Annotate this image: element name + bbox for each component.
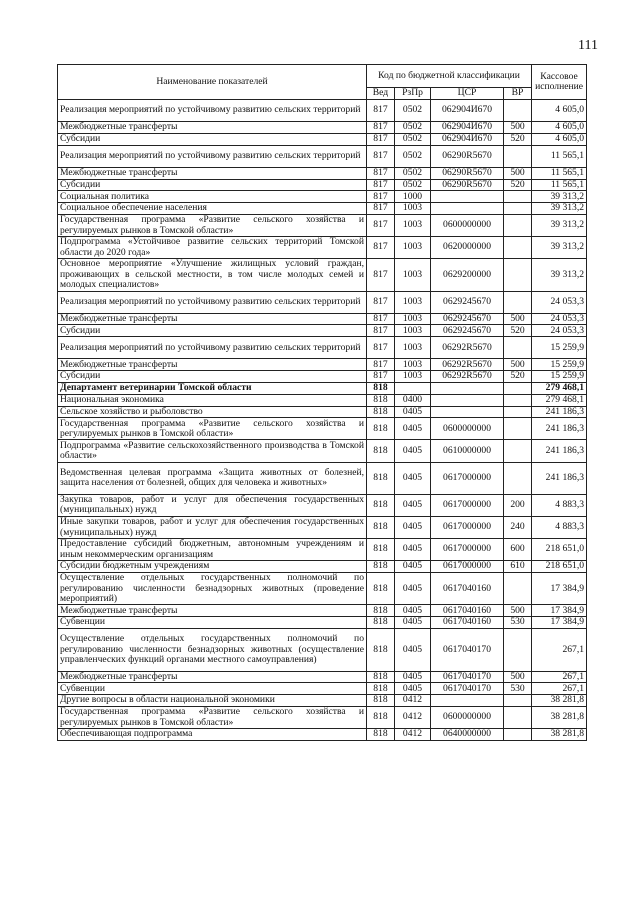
row-vr bbox=[504, 382, 532, 394]
table-row bbox=[58, 191, 587, 203]
table-row bbox=[58, 440, 587, 462]
row-razdel: 1003 bbox=[395, 337, 431, 359]
row-vedomstvo: 817 bbox=[367, 133, 395, 145]
row-vedomstvo: 817 bbox=[367, 145, 395, 167]
row-csr: 0617040170 bbox=[431, 683, 504, 695]
row-vedomstvo: 817 bbox=[367, 237, 395, 259]
row-name: Субсидии bbox=[58, 325, 367, 337]
row-vedomstvo: 818 bbox=[367, 729, 395, 741]
table-row bbox=[58, 572, 587, 604]
row-amount: 279 468,1 bbox=[532, 394, 587, 406]
row-vedomstvo: 817 bbox=[367, 191, 395, 203]
row-amount: 39 313,2 bbox=[532, 214, 587, 236]
row-vr: 530 bbox=[504, 617, 532, 629]
row-csr: 0620000000 bbox=[431, 237, 504, 259]
row-name: Социальная политика bbox=[58, 191, 367, 203]
row-csr bbox=[431, 394, 504, 406]
row-razdel: 0405 bbox=[395, 440, 431, 462]
row-vr: 520 bbox=[504, 325, 532, 337]
row-vr: 500 bbox=[504, 313, 532, 325]
row-vedomstvo: 818 bbox=[367, 440, 395, 462]
table-row bbox=[58, 605, 587, 617]
header-amount: Кассовое исполнение bbox=[532, 65, 587, 100]
row-amount: 17 384,9 bbox=[532, 605, 587, 617]
row-csr: 0629245670 bbox=[431, 325, 504, 337]
table-row bbox=[58, 628, 587, 671]
header-code-group: Код по бюджетной классификации bbox=[367, 65, 532, 88]
row-razdel: 0405 bbox=[395, 617, 431, 629]
row-csr: 06290R5670 bbox=[431, 145, 504, 167]
header-csr: ЦСР bbox=[431, 88, 504, 100]
row-razdel: 0502 bbox=[395, 145, 431, 167]
row-vr: 610 bbox=[504, 561, 532, 573]
row-csr bbox=[431, 382, 504, 394]
row-vr: 240 bbox=[504, 516, 532, 538]
row-vr: 500 bbox=[504, 359, 532, 371]
table-row bbox=[58, 671, 587, 683]
row-name: Предоставление субсидий бюджетным, автономным учреждениям и иным некоммерческим организациям bbox=[58, 539, 367, 561]
table-row bbox=[58, 371, 587, 383]
row-vedomstvo: 818 bbox=[367, 462, 395, 494]
table-row bbox=[58, 707, 587, 729]
table-row bbox=[58, 291, 587, 313]
row-amount: 17 384,9 bbox=[532, 617, 587, 629]
budget-table bbox=[57, 64, 587, 741]
row-vedomstvo: 817 bbox=[367, 214, 395, 236]
row-vedomstvo: 818 bbox=[367, 695, 395, 707]
row-amount: 39 313,2 bbox=[532, 203, 587, 215]
row-name: Межбюджетные трансферты bbox=[58, 122, 367, 134]
row-name: Другие вопросы в области национальной экономики bbox=[58, 695, 367, 707]
row-razdel bbox=[395, 382, 431, 394]
table-row bbox=[58, 133, 587, 145]
row-csr: 0617040160 bbox=[431, 605, 504, 617]
row-amount: 218 651,0 bbox=[532, 561, 587, 573]
row-csr bbox=[431, 406, 504, 418]
table-header bbox=[58, 65, 587, 100]
row-amount: 24 053,3 bbox=[532, 325, 587, 337]
row-vr: 520 bbox=[504, 371, 532, 383]
row-name: Межбюджетные трансферты bbox=[58, 313, 367, 325]
row-amount: 4 605,0 bbox=[532, 133, 587, 145]
row-vedomstvo: 818 bbox=[367, 605, 395, 617]
row-amount: 11 565,1 bbox=[532, 145, 587, 167]
row-amount: 15 259,9 bbox=[532, 337, 587, 359]
row-razdel: 1003 bbox=[395, 325, 431, 337]
row-razdel: 0412 bbox=[395, 729, 431, 741]
row-csr: 06290R5670 bbox=[431, 179, 504, 191]
table-row bbox=[58, 359, 587, 371]
page-number: 111 bbox=[578, 38, 598, 53]
row-amount: 39 313,2 bbox=[532, 237, 587, 259]
row-vr bbox=[504, 707, 532, 729]
row-vedomstvo: 818 bbox=[367, 572, 395, 604]
row-amount: 4 883,3 bbox=[532, 516, 587, 538]
table-row bbox=[58, 394, 587, 406]
row-csr: 062904И670 bbox=[431, 122, 504, 134]
table-row bbox=[58, 179, 587, 191]
row-csr: 0617000000 bbox=[431, 462, 504, 494]
row-vedomstvo: 817 bbox=[367, 179, 395, 191]
row-vedomstvo: 818 bbox=[367, 628, 395, 671]
row-vedomstvo: 818 bbox=[367, 418, 395, 440]
row-vr: 200 bbox=[504, 494, 532, 516]
table-row bbox=[58, 259, 587, 291]
row-name: Государственная программа «Развитие сельского хозяйства и регулируемых рынков в Томской области» bbox=[58, 214, 367, 236]
row-vr bbox=[504, 406, 532, 418]
row-name: Межбюджетные трансферты bbox=[58, 167, 367, 179]
row-razdel: 0502 bbox=[395, 179, 431, 191]
row-name: Субсидии bbox=[58, 179, 367, 191]
row-razdel: 0405 bbox=[395, 628, 431, 671]
row-csr: 0617040160 bbox=[431, 572, 504, 604]
table-row bbox=[58, 237, 587, 259]
row-amount: 39 313,2 bbox=[532, 191, 587, 203]
row-name: Закупка товаров, работ и услуг для обеспечения государственных (муниципальных) нужд bbox=[58, 494, 367, 516]
table-row bbox=[58, 122, 587, 134]
table-row bbox=[58, 617, 587, 629]
row-vedomstvo: 818 bbox=[367, 539, 395, 561]
table-row bbox=[58, 406, 587, 418]
row-csr bbox=[431, 695, 504, 707]
row-amount: 39 313,2 bbox=[532, 259, 587, 291]
table-row bbox=[58, 561, 587, 573]
row-csr: 0617000000 bbox=[431, 561, 504, 573]
row-csr: 062904И670 bbox=[431, 100, 504, 122]
row-csr: 0610000000 bbox=[431, 440, 504, 462]
row-vedomstvo: 817 bbox=[367, 325, 395, 337]
row-csr bbox=[431, 191, 504, 203]
table-row bbox=[58, 516, 587, 538]
row-csr: 0617040170 bbox=[431, 628, 504, 671]
row-vedomstvo: 818 bbox=[367, 516, 395, 538]
row-amount: 241 186,3 bbox=[532, 418, 587, 440]
row-vedomstvo: 817 bbox=[367, 100, 395, 122]
row-name: Ведомственная целевая программа «Защита животных от болезней, защита населения от болезней, общих для человека и животных» bbox=[58, 462, 367, 494]
row-vedomstvo: 817 bbox=[367, 167, 395, 179]
row-name: Субвенции bbox=[58, 683, 367, 695]
row-vr bbox=[504, 394, 532, 406]
row-razdel: 0502 bbox=[395, 167, 431, 179]
row-amount: 38 281,8 bbox=[532, 695, 587, 707]
row-amount: 15 259,9 bbox=[532, 359, 587, 371]
row-csr: 0600000000 bbox=[431, 214, 504, 236]
row-razdel: 1003 bbox=[395, 359, 431, 371]
row-vr: 500 bbox=[504, 122, 532, 134]
table-row bbox=[58, 494, 587, 516]
row-amount: 24 053,3 bbox=[532, 313, 587, 325]
row-amount: 15 259,9 bbox=[532, 371, 587, 383]
row-amount: 17 384,9 bbox=[532, 572, 587, 604]
row-razdel: 1003 bbox=[395, 291, 431, 313]
header-name: Наименование показателей bbox=[58, 65, 367, 100]
row-name: Межбюджетные трансферты bbox=[58, 359, 367, 371]
row-razdel: 0405 bbox=[395, 539, 431, 561]
row-vr: 500 bbox=[504, 671, 532, 683]
row-razdel: 0405 bbox=[395, 406, 431, 418]
row-razdel: 0405 bbox=[395, 494, 431, 516]
row-amount: 4 883,3 bbox=[532, 494, 587, 516]
row-razdel: 0405 bbox=[395, 683, 431, 695]
row-razdel: 1003 bbox=[395, 259, 431, 291]
row-vr bbox=[504, 100, 532, 122]
row-vr bbox=[504, 191, 532, 203]
row-vr bbox=[504, 291, 532, 313]
table-row bbox=[58, 313, 587, 325]
row-razdel: 1003 bbox=[395, 371, 431, 383]
row-csr: 0617000000 bbox=[431, 494, 504, 516]
row-csr: 062904И670 bbox=[431, 133, 504, 145]
row-vedomstvo: 818 bbox=[367, 494, 395, 516]
row-vr: 520 bbox=[504, 133, 532, 145]
row-razdel: 0502 bbox=[395, 133, 431, 145]
row-vr bbox=[504, 214, 532, 236]
row-vr bbox=[504, 337, 532, 359]
row-vr bbox=[504, 259, 532, 291]
row-name: Подпрограмма «Устойчивое развитие сельских территорий Томской области до 2020 года» bbox=[58, 237, 367, 259]
row-razdel: 1003 bbox=[395, 203, 431, 215]
table-row bbox=[58, 382, 587, 394]
row-razdel: 0400 bbox=[395, 394, 431, 406]
table-row bbox=[58, 539, 587, 561]
row-name: Обеспечивающая подпрограмма bbox=[58, 729, 367, 741]
row-csr: 0617000000 bbox=[431, 516, 504, 538]
row-vedomstvo: 818 bbox=[367, 671, 395, 683]
header-vedomstvo: Вед bbox=[367, 88, 395, 100]
row-razdel: 0502 bbox=[395, 122, 431, 134]
row-csr: 0600000000 bbox=[431, 418, 504, 440]
row-vr: 600 bbox=[504, 539, 532, 561]
table-row bbox=[58, 145, 587, 167]
row-csr: 06292R5670 bbox=[431, 371, 504, 383]
row-amount: 4 605,0 bbox=[532, 122, 587, 134]
row-vedomstvo: 817 bbox=[367, 291, 395, 313]
row-csr: 06292R5670 bbox=[431, 337, 504, 359]
row-vr bbox=[504, 572, 532, 604]
row-name: Государственная программа «Развитие сельского хозяйства и регулируемых рынков в Томской области» bbox=[58, 418, 367, 440]
row-name: Департамент ветеринарии Томской области bbox=[58, 382, 367, 394]
row-name: Субсидии bbox=[58, 371, 367, 383]
row-amount: 267,1 bbox=[532, 683, 587, 695]
row-razdel: 0405 bbox=[395, 418, 431, 440]
row-vr bbox=[504, 418, 532, 440]
row-amount: 38 281,8 bbox=[532, 729, 587, 741]
row-name: Социальное обеспечение населения bbox=[58, 203, 367, 215]
row-vedomstvo: 817 bbox=[367, 313, 395, 325]
row-razdel: 0405 bbox=[395, 462, 431, 494]
row-csr bbox=[431, 203, 504, 215]
table-row bbox=[58, 337, 587, 359]
table-row bbox=[58, 418, 587, 440]
row-vr: 530 bbox=[504, 683, 532, 695]
table-row bbox=[58, 695, 587, 707]
table-row bbox=[58, 214, 587, 236]
row-name: Иные закупки товаров, работ и услуг для обеспечения государственных (муниципальных) нужд bbox=[58, 516, 367, 538]
row-name: Субсидии bbox=[58, 133, 367, 145]
row-vr bbox=[504, 145, 532, 167]
row-vedomstvo: 817 bbox=[367, 203, 395, 215]
row-csr: 0600000000 bbox=[431, 707, 504, 729]
row-csr: 0640000000 bbox=[431, 729, 504, 741]
row-amount: 279 468,1 bbox=[532, 382, 587, 394]
row-name: Осуществление отдельных государственных полномочий по регулированию численности безнадзорных животных (проведение мероприятий) bbox=[58, 572, 367, 604]
row-vr bbox=[504, 440, 532, 462]
row-vedomstvo: 817 bbox=[367, 359, 395, 371]
row-vr bbox=[504, 729, 532, 741]
row-amount: 241 186,3 bbox=[532, 440, 587, 462]
row-amount: 241 186,3 bbox=[532, 462, 587, 494]
row-razdel: 0412 bbox=[395, 707, 431, 729]
table-body bbox=[58, 100, 587, 741]
row-csr: 0617040170 bbox=[431, 671, 504, 683]
row-vr bbox=[504, 628, 532, 671]
row-amount: 38 281,8 bbox=[532, 707, 587, 729]
row-amount: 218 651,0 bbox=[532, 539, 587, 561]
row-name: Межбюджетные трансферты bbox=[58, 605, 367, 617]
row-amount: 4 605,0 bbox=[532, 100, 587, 122]
row-name: Межбюджетные трансферты bbox=[58, 671, 367, 683]
table-row bbox=[58, 729, 587, 741]
table-row bbox=[58, 203, 587, 215]
row-vr bbox=[504, 462, 532, 494]
row-vedomstvo: 818 bbox=[367, 707, 395, 729]
row-csr: 0629245670 bbox=[431, 291, 504, 313]
table-row bbox=[58, 100, 587, 122]
row-name: Основное мероприятие «Улучшение жилищных условий граждан, проживающих в сельской местности, в том числе молодых семей и молодых специалистов» bbox=[58, 259, 367, 291]
row-razdel: 0412 bbox=[395, 695, 431, 707]
row-vedomstvo: 817 bbox=[367, 371, 395, 383]
row-razdel: 0502 bbox=[395, 100, 431, 122]
row-name: Национальная экономика bbox=[58, 394, 367, 406]
row-name: Осуществление отдельных государственных полномочий по регулированию численности безнадзорных животных (осуществление управленческих функций органами местного самоуправления) bbox=[58, 628, 367, 671]
row-vedomstvo: 818 bbox=[367, 617, 395, 629]
row-vr bbox=[504, 695, 532, 707]
row-vedomstvo: 818 bbox=[367, 561, 395, 573]
row-amount: 267,1 bbox=[532, 628, 587, 671]
row-vedomstvo: 817 bbox=[367, 122, 395, 134]
row-name: Реализация мероприятий по устойчивому развитию сельских территорий bbox=[58, 145, 367, 167]
row-razdel: 1003 bbox=[395, 237, 431, 259]
header-vr: ВР bbox=[504, 88, 532, 100]
row-vedomstvo: 818 bbox=[367, 683, 395, 695]
row-razdel: 0405 bbox=[395, 572, 431, 604]
row-name: Реализация мероприятий по устойчивому развитию сельских территорий bbox=[58, 337, 367, 359]
row-razdel: 1003 bbox=[395, 214, 431, 236]
row-vr bbox=[504, 203, 532, 215]
row-name: Реализация мероприятий по устойчивому развитию сельских территорий bbox=[58, 100, 367, 122]
row-vedomstvo: 817 bbox=[367, 337, 395, 359]
row-vedomstvo: 817 bbox=[367, 259, 395, 291]
row-csr: 06292R5670 bbox=[431, 359, 504, 371]
row-csr: 06290R5670 bbox=[431, 167, 504, 179]
row-csr: 0617000000 bbox=[431, 539, 504, 561]
row-vr: 520 bbox=[504, 179, 532, 191]
row-vedomstvo: 818 bbox=[367, 382, 395, 394]
table-row bbox=[58, 462, 587, 494]
row-vedomstvo: 818 bbox=[367, 394, 395, 406]
row-vr bbox=[504, 237, 532, 259]
row-csr: 0617040160 bbox=[431, 617, 504, 629]
row-amount: 267,1 bbox=[532, 671, 587, 683]
row-razdel: 0405 bbox=[395, 671, 431, 683]
table-row bbox=[58, 167, 587, 179]
row-name: Субвенции bbox=[58, 617, 367, 629]
row-razdel: 0405 bbox=[395, 561, 431, 573]
row-vr: 500 bbox=[504, 167, 532, 179]
row-amount: 11 565,1 bbox=[532, 179, 587, 191]
row-name: Подпрограмма «Развитие сельскохозяйственного производства в Томской области» bbox=[58, 440, 367, 462]
row-amount: 241 186,3 bbox=[532, 406, 587, 418]
row-razdel: 1003 bbox=[395, 313, 431, 325]
row-name: Субсидии бюджетным учреждениям bbox=[58, 561, 367, 573]
row-amount: 24 053,3 bbox=[532, 291, 587, 313]
row-name: Реализация мероприятий по устойчивому развитию сельских территорий bbox=[58, 291, 367, 313]
row-csr: 0629200000 bbox=[431, 259, 504, 291]
row-vedomstvo: 818 bbox=[367, 406, 395, 418]
row-razdel: 1000 bbox=[395, 191, 431, 203]
row-csr: 0629245670 bbox=[431, 313, 504, 325]
row-amount: 11 565,1 bbox=[532, 167, 587, 179]
row-razdel: 0405 bbox=[395, 516, 431, 538]
row-vr: 500 bbox=[504, 605, 532, 617]
table-row bbox=[58, 325, 587, 337]
row-name: Сельское хозяйство и рыболовство bbox=[58, 406, 367, 418]
table-row bbox=[58, 683, 587, 695]
row-name: Государственная программа «Развитие сельского хозяйства и регулируемых рынков в Томской области» bbox=[58, 707, 367, 729]
header-razdel: РзПр bbox=[395, 88, 431, 100]
row-razdel: 0405 bbox=[395, 605, 431, 617]
